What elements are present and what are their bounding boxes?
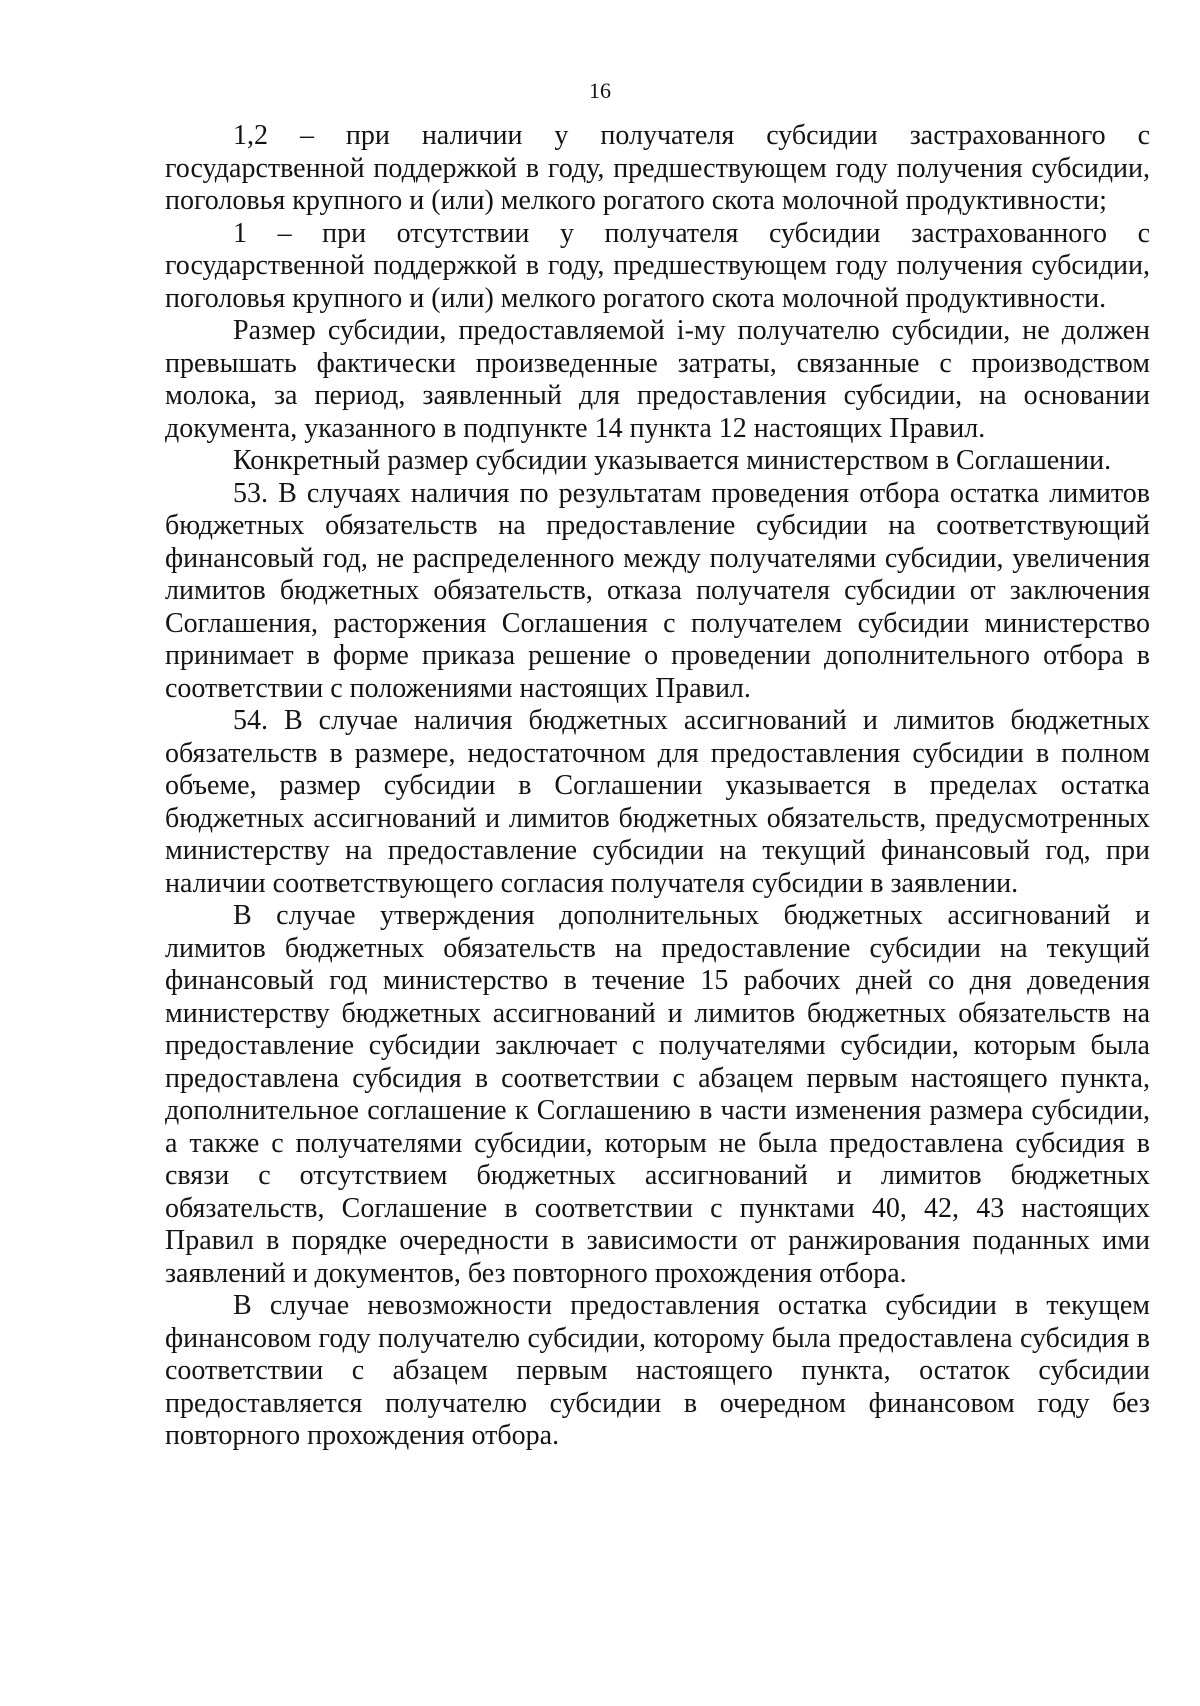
paragraph-specific-amount: Конкретный размер субсидии указывается министерством в Соглашении.	[233, 445, 1112, 476]
paragraph-coefficient-1-2: 1,2 – при наличии у получателя субсидии застрахованного с государственной поддержкой в году, предшествующем году получения субсидии, поголовья крупного и (или) мелкого рогатого скота молочной продуктивности;	[165, 120, 1150, 216]
page-number: 16	[589, 78, 611, 103]
paragraph-item-53: 53. В случаях наличия по результатам проведения отбора остатка лимитов бюджетных обязательств на предоставление субсидии на соответствующий финансовый год, не распределенного между получателями субсидии, увеличения лимитов бюджетных обязательств, отказа получателя субсидии от заключения Соглашения, расторжения Соглашения с получателем субсидии министерство принимает в форме приказа решение о проведении дополнительного отбора в соответствии с положениями настоящих Правил.	[165, 477, 1150, 704]
paragraph-additional-allocations: В случае утверждения дополнительных бюджетных ассигнований и лимитов бюджетных обязательств на предоставление субсидии на текущий финансовый год министерство в течение 15 рабочих дней со дня доведения министерству бюджетных ассигнований и лимитов бюджетных обязательств на предоставление субсидии заключает с получателями субсидии, которым была предоставлена субсидия в соответствии с абзацем первым настоящего пункта, дополнительное соглашение к Соглашению в части изменения размера субсидии, а также с получателями субсидии, которым не была предоставлена субсидия в связи с отсутствием бюджетных ассигнований и лимитов бюджетных обязательств, Соглашение в соответствии с пунктами 40, 42, 43 настоящих Правил в порядке очередности в зависимости от ранжирования поданных ими заявлений и документов, без повторного прохождения отбора.	[165, 900, 1150, 1289]
paragraph-subsidy-limit: Размер субсидии, предоставляемой i-му получателю субсидии, не должен превышать фактически произведенные затраты, связанные с производством молока, за период, заявленный для предоставления субсидии, на основании документа, указанного в подпункте 14 пункта 12 настоящих Правил.	[165, 315, 1150, 444]
paragraph-item-54: 54. В случае наличия бюджетных ассигнований и лимитов бюджетных обязательств в размере, недостаточном для предоставления субсидии в полном объеме, размер субсидии в Соглашении указывается в пределах остатка бюджетных ассигнований и лимитов бюджетных обязательств, предусмотренных министерству на предоставление субсидии на текущий финансовый год, при наличии соответствующего согласия получателя субсидии в заявлении.	[165, 705, 1150, 899]
paragraph-coefficient-1: 1 – при отсутствии у получателя субсидии застрахованного с государственной поддержкой в году, предшествующем году получения субсидии, поголовья крупного и (или) мелкого рогатого скота молочной продуктивности.	[165, 217, 1150, 314]
document-body	[165, 120, 1150, 1453]
paragraph-remaining-subsidy: В случае невозможности предоставления остатка субсидии в текущем финансовом году получателю субсидии, которому была предоставлена субсидия в соответствии с абзацем первым настоящего пункта, остаток субсидии предоставляется получателю субсидии в очередном финансовом году без повторного прохождения отбора.	[165, 1290, 1150, 1451]
